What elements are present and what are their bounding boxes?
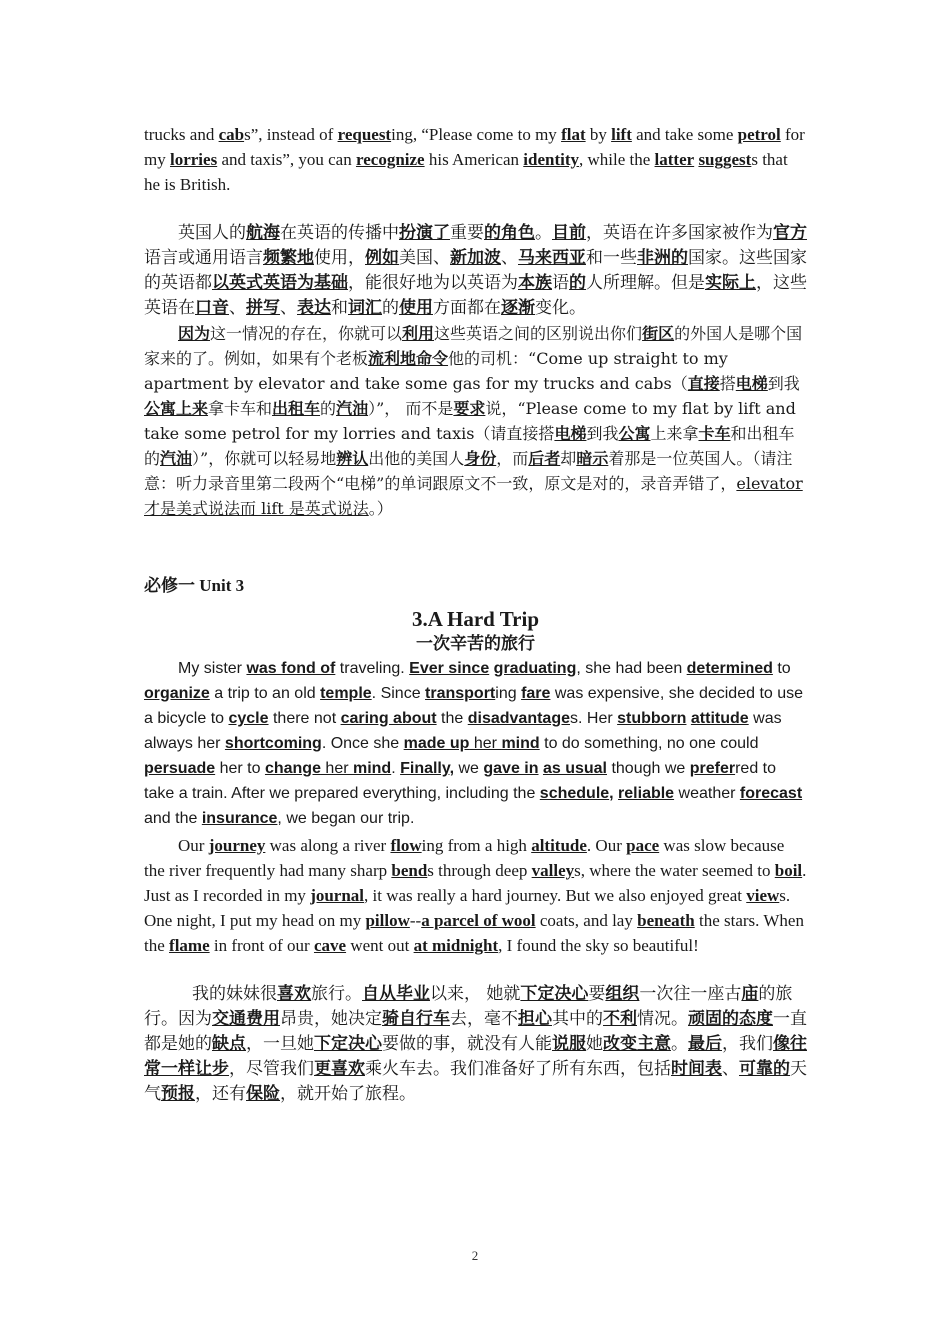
text-run: , xyxy=(609,785,619,802)
text-run: 、 xyxy=(229,298,246,318)
keyword: 缺点 xyxy=(212,1034,246,1054)
keyword: change xyxy=(264,760,321,777)
text-run: 的 xyxy=(382,298,399,318)
keyword: 骑自行车 xyxy=(382,1009,450,1029)
keyword: recognize xyxy=(355,150,425,169)
text-run: ，能很好地为以英语为 xyxy=(348,273,518,293)
keyword: 更喜欢 xyxy=(314,1059,365,1079)
text-run: 国家。这些国家的英语都 xyxy=(144,248,807,293)
text-run: 一次往一座古 xyxy=(639,984,742,1004)
keyword: 公寓 xyxy=(618,424,651,443)
text-run: s”, instead of xyxy=(244,125,338,144)
keyword: 像往常一样让步 xyxy=(144,1034,807,1079)
keyword: latter xyxy=(654,150,695,169)
keyword: 要求 xyxy=(453,399,486,418)
keyword: 实际上 xyxy=(705,273,756,293)
text-run: . Since xyxy=(371,685,426,702)
text-run: and the xyxy=(144,810,202,827)
text-run: 搭 xyxy=(719,374,736,393)
keyword: 的 xyxy=(569,273,586,293)
text-run: . Just as I recorded in my xyxy=(144,861,807,905)
paragraph-chinese-2 xyxy=(144,321,807,521)
text-run: 。 xyxy=(535,223,552,243)
text-run: 去，毫不 xyxy=(450,1009,518,1029)
paragraph-english-1 xyxy=(144,122,807,197)
keyword: mind xyxy=(352,760,392,777)
keyword: 汽油 xyxy=(160,449,193,468)
keyword: was fond of xyxy=(246,660,336,677)
keyword: transport xyxy=(425,685,496,702)
text-run: we xyxy=(454,760,484,777)
keyword: made up xyxy=(403,735,470,752)
keyword: 庙 xyxy=(741,984,759,1004)
keyword: 改变主意 xyxy=(603,1034,671,1054)
keyword: 电梯 xyxy=(735,374,768,393)
keyword: 以英式英语 xyxy=(212,273,297,293)
text-run: red to take a train. After we prepared everything, including the xyxy=(144,760,777,802)
keyword: cab xyxy=(218,125,245,144)
keyword: 航海 xyxy=(246,223,280,243)
keyword: disadvantage xyxy=(467,710,570,727)
keyword: caring about xyxy=(340,710,437,727)
keyword: cave xyxy=(313,936,347,955)
keyword: a parcel of wool xyxy=(421,911,536,930)
keyword: petrol xyxy=(737,125,781,144)
keyword: 逐渐 xyxy=(501,298,535,318)
keyword: 说服 xyxy=(552,1034,586,1054)
text-run: and take some xyxy=(631,125,738,144)
keyword: gave in xyxy=(483,760,539,777)
text-run: , she had been xyxy=(576,660,687,677)
text-run: , we began our trip. xyxy=(277,810,415,827)
keyword: 暗示 xyxy=(576,449,609,468)
text-run: 到我 xyxy=(586,424,619,443)
text-run: 要 xyxy=(588,984,606,1004)
keyword: attitude xyxy=(690,710,749,727)
text-run: ing, “Please come to my xyxy=(391,125,562,144)
keyword: 目前 xyxy=(552,223,586,243)
paragraph-chinese-3 xyxy=(144,982,807,1107)
keyword: 交通费用 xyxy=(212,1009,280,1029)
keyword: 表达 xyxy=(297,298,331,318)
keyword: 后者 xyxy=(528,449,561,468)
text-run: ）”， 而不是 xyxy=(368,399,454,418)
text-run: My sister xyxy=(178,660,247,677)
keyword: Finally, xyxy=(400,760,455,777)
text-run: 英国人的 xyxy=(178,223,246,243)
keyword: 喜欢 xyxy=(277,984,311,1004)
keyword: flow xyxy=(390,836,422,855)
paragraph-english-3 xyxy=(144,833,807,958)
text-run: 上来拿 xyxy=(650,424,699,443)
keyword: 使用 xyxy=(399,298,433,318)
text-run: ing xyxy=(495,685,522,702)
text-run: ，尽管我们 xyxy=(229,1059,314,1079)
keyword: 保险 xyxy=(246,1084,280,1104)
text-run: . Once she xyxy=(321,735,404,752)
text-run: 的旅行。因为 xyxy=(144,984,793,1029)
text-run: ing from a high xyxy=(421,836,532,855)
text-run: coats, and lay xyxy=(535,911,638,930)
keyword: view xyxy=(746,886,780,905)
keyword: 卡车 xyxy=(698,424,731,443)
text-run: ，就开始了旅程。 xyxy=(280,1084,416,1104)
keyword: 的角色 xyxy=(484,223,535,243)
text-run: Our xyxy=(178,836,209,855)
text-run: ，英语在许多国家被作为 xyxy=(586,223,773,243)
keyword: flat xyxy=(561,125,586,144)
keyword: persuade xyxy=(144,760,216,777)
lesson-subtitle: 一次辛苦的旅行 xyxy=(416,634,535,654)
text-run: 在英语的传播中 xyxy=(280,223,399,243)
keyword: 因为 xyxy=(178,324,211,343)
text-run: in front of our xyxy=(209,936,314,955)
text-run: 和一些 xyxy=(586,248,637,268)
keyword: forecast xyxy=(739,785,803,802)
text-run: 昂贵，她决定 xyxy=(280,1009,382,1029)
text-run: there not xyxy=(268,710,341,727)
text-run: ，还有 xyxy=(195,1084,246,1104)
keyword: shortcoming xyxy=(224,735,322,752)
text-run: 这一情况的存在，你就可以 xyxy=(210,324,403,343)
text-run: for my xyxy=(144,125,805,169)
text-run: 、 xyxy=(722,1059,739,1079)
text-run: ，而 xyxy=(496,449,529,468)
keyword: 身份 xyxy=(464,449,497,468)
text-run: 的 xyxy=(320,399,337,418)
text-run: 着那是一位英国人。（请注意：听力录音里第二段两个“电梯”的单词跟原文不一致，原文是对的，录音弄错了， xyxy=(144,449,793,493)
keyword: 预报 xyxy=(161,1084,195,1104)
text-run: 拿卡车和 xyxy=(208,399,273,418)
text-run: her to xyxy=(215,760,265,777)
keyword: prefer xyxy=(689,760,736,777)
keyword: Ever since xyxy=(409,660,490,677)
text-run: though we xyxy=(607,760,690,777)
text-run: was along a river xyxy=(265,836,391,855)
keyword: bend xyxy=(391,861,428,880)
keyword: journal xyxy=(310,886,365,905)
text-run: 要做的事，就没有人能 xyxy=(382,1034,552,1054)
keyword: 本族 xyxy=(518,273,552,293)
text-run: was always her xyxy=(144,710,782,752)
keyword: 不利 xyxy=(603,1009,637,1029)
text-run: 方面都在 xyxy=(433,298,501,318)
text-run: 旅行。 xyxy=(311,984,362,1004)
text-run: 他的司机：“Come up straight to my apartment by elevator and take some gas for my trucks and cabs（ xyxy=(144,349,728,393)
text-run: 以来， 她就 xyxy=(430,984,521,1004)
keyword: 下定决心 xyxy=(520,984,589,1004)
keyword: reliable xyxy=(618,785,675,802)
text-run: ，一旦她 xyxy=(246,1034,314,1054)
keyword: 非洲的 xyxy=(637,248,688,268)
keyword: determined xyxy=(686,660,773,677)
text-run: 变化。 xyxy=(535,298,586,318)
text-run: was slow because the river frequently had many sharp xyxy=(144,836,785,880)
text-run: , I found the sky so beautiful! xyxy=(498,936,699,955)
text-run: 人所理解。但是 xyxy=(586,273,705,293)
keyword: 街区 xyxy=(642,324,675,343)
text-run: 我的妹妹很 xyxy=(192,984,277,1004)
keyword: 官方 xyxy=(773,223,807,243)
keyword: journey xyxy=(208,836,266,855)
keyword: 电梯 xyxy=(554,424,587,443)
paragraph-english-2 xyxy=(144,656,807,831)
underlined-text: elevator 才是美式说法而 lift 是英式说法 xyxy=(144,474,803,518)
keyword: pace xyxy=(626,836,660,855)
keyword: 为基础 xyxy=(297,273,348,293)
text-run: ，这些英语在 xyxy=(144,273,807,318)
text-run: 这些英语之间的区别说出你们 xyxy=(434,324,643,343)
text-run: and taxis”, you can xyxy=(217,150,356,169)
keyword: 例如 xyxy=(365,248,399,268)
text-run: the stars. When the xyxy=(144,911,804,955)
keyword: 可靠的 xyxy=(739,1059,790,1079)
keyword: 时间表 xyxy=(671,1059,722,1079)
text-run: 、 xyxy=(501,248,518,268)
text-run: weather xyxy=(674,785,740,802)
text-run: 情况。 xyxy=(637,1009,688,1029)
keyword: schedule xyxy=(539,785,610,802)
keyword: 新加波 xyxy=(450,248,501,268)
text-run: 乘火车去。我们准备好了所有东西，包括 xyxy=(365,1059,671,1079)
keyword: graduating xyxy=(493,660,577,677)
text-run: his American xyxy=(424,150,524,169)
keyword: organize xyxy=(144,685,210,702)
keyword: 口音 xyxy=(195,298,229,318)
text-run: 使用， xyxy=(314,248,365,268)
text-run: 。） xyxy=(368,499,393,518)
keyword: 拼写 xyxy=(246,298,280,318)
keyword: 直接 xyxy=(687,374,720,393)
keyword: pillow xyxy=(365,911,410,930)
text-run: s, where the water seemed to xyxy=(574,861,775,880)
keyword: identity xyxy=(523,150,579,169)
text-run: 和 xyxy=(331,298,348,318)
text-run: 一直都是她的 xyxy=(144,1009,807,1054)
keyword: fare xyxy=(521,685,551,702)
keyword: 辨认 xyxy=(336,449,369,468)
keyword: 词汇 xyxy=(348,298,382,318)
keyword: 自从毕业 xyxy=(362,984,430,1004)
text-run: was expensive, she decided to use a bicycle to xyxy=(144,685,804,727)
keyword: 流利地命令 xyxy=(368,349,449,368)
keyword: 顽固的态度 xyxy=(688,1009,773,1029)
keyword: 马来西亚 xyxy=(518,248,586,268)
text-run: , it was really a hard journey. But we also enjoyed great xyxy=(364,886,747,905)
keyword: suggest xyxy=(698,150,752,169)
text-run: . Our xyxy=(586,836,627,855)
keyword: valley xyxy=(531,861,575,880)
keyword: 汽油 xyxy=(336,399,369,418)
text-run: s that he is British. xyxy=(144,150,788,194)
keyword: insurance xyxy=(201,810,278,827)
text-run: by xyxy=(585,125,612,144)
text-run: s through deep xyxy=(427,861,532,880)
text-run: s. Her xyxy=(570,710,618,727)
keyword: request xyxy=(337,125,392,144)
keyword: 频繁地 xyxy=(263,248,314,268)
keyword: 下定决心 xyxy=(314,1034,382,1054)
keyword: as usual xyxy=(542,760,607,777)
keyword: 扮演了 xyxy=(399,223,450,243)
text-run: 语言或通用语言 xyxy=(144,248,263,268)
page-number: 2 xyxy=(471,1248,479,1263)
keyword: boil xyxy=(774,861,803,880)
keyword: at midnight xyxy=(413,936,499,955)
text-run: the xyxy=(436,710,468,727)
text-run: 重要 xyxy=(450,223,484,243)
text-run: 语 xyxy=(552,273,569,293)
text-run: 。 xyxy=(671,1034,688,1054)
text-run: 说，“Please come to my flat by lift and take some petrol for my lorries and taxis（请直接搭 xyxy=(144,399,796,443)
text-run: 天气 xyxy=(144,1059,807,1104)
keyword: temple xyxy=(320,685,372,702)
lesson-title: 3.A Hard Trip xyxy=(412,607,539,631)
text-run: 她 xyxy=(586,1034,603,1054)
keyword: 组织 xyxy=(605,984,640,1004)
text-run: ）”，你就可以轻易地 xyxy=(192,449,337,468)
text-run: trucks and xyxy=(144,125,219,144)
text-run: ，我们 xyxy=(722,1034,773,1054)
keyword: mind xyxy=(501,735,540,752)
keyword: cycle xyxy=(228,710,269,727)
text-run: 却 xyxy=(560,449,577,468)
text-run: went out xyxy=(346,936,414,955)
keyword: flame xyxy=(169,936,210,955)
text-run: a trip to an old xyxy=(209,685,321,702)
text-run: . xyxy=(391,760,401,777)
text-run: 美国、 xyxy=(399,248,450,268)
keyword: 利用 xyxy=(402,324,435,343)
text-run: 出他的美国人 xyxy=(368,449,465,468)
text-run: s. One night, I put my head on my xyxy=(144,886,791,930)
text-run: 和出租车的 xyxy=(144,424,795,468)
underlined-text: her xyxy=(320,760,353,777)
text-run: to xyxy=(772,660,791,677)
text-run: to do something, no one could xyxy=(539,735,759,752)
text-run: 的外国人是哪个国家来的了。例如，如果有个老板 xyxy=(144,324,803,368)
text-run: -- xyxy=(409,911,422,930)
text-run: , while the xyxy=(579,150,655,169)
text-run: 到我 xyxy=(767,374,800,393)
underlined-text: her xyxy=(469,735,502,752)
paragraph-chinese-1 xyxy=(144,221,807,321)
keyword: stubborn xyxy=(617,710,687,727)
keyword: 担心 xyxy=(518,1009,552,1029)
unit-label: 必修一 Unit 3 xyxy=(144,576,245,595)
keyword: lift xyxy=(611,125,632,144)
keyword: 最后 xyxy=(688,1034,722,1054)
text-run: 、 xyxy=(280,298,297,318)
keyword: 出租车 xyxy=(272,399,321,418)
text-run: traveling. xyxy=(335,660,410,677)
keyword: lorries xyxy=(169,150,218,169)
keyword: beneath xyxy=(637,911,695,930)
keyword: altitude xyxy=(531,836,587,855)
text-run: 其中的 xyxy=(552,1009,603,1029)
keyword: 公寓上来 xyxy=(144,399,209,418)
